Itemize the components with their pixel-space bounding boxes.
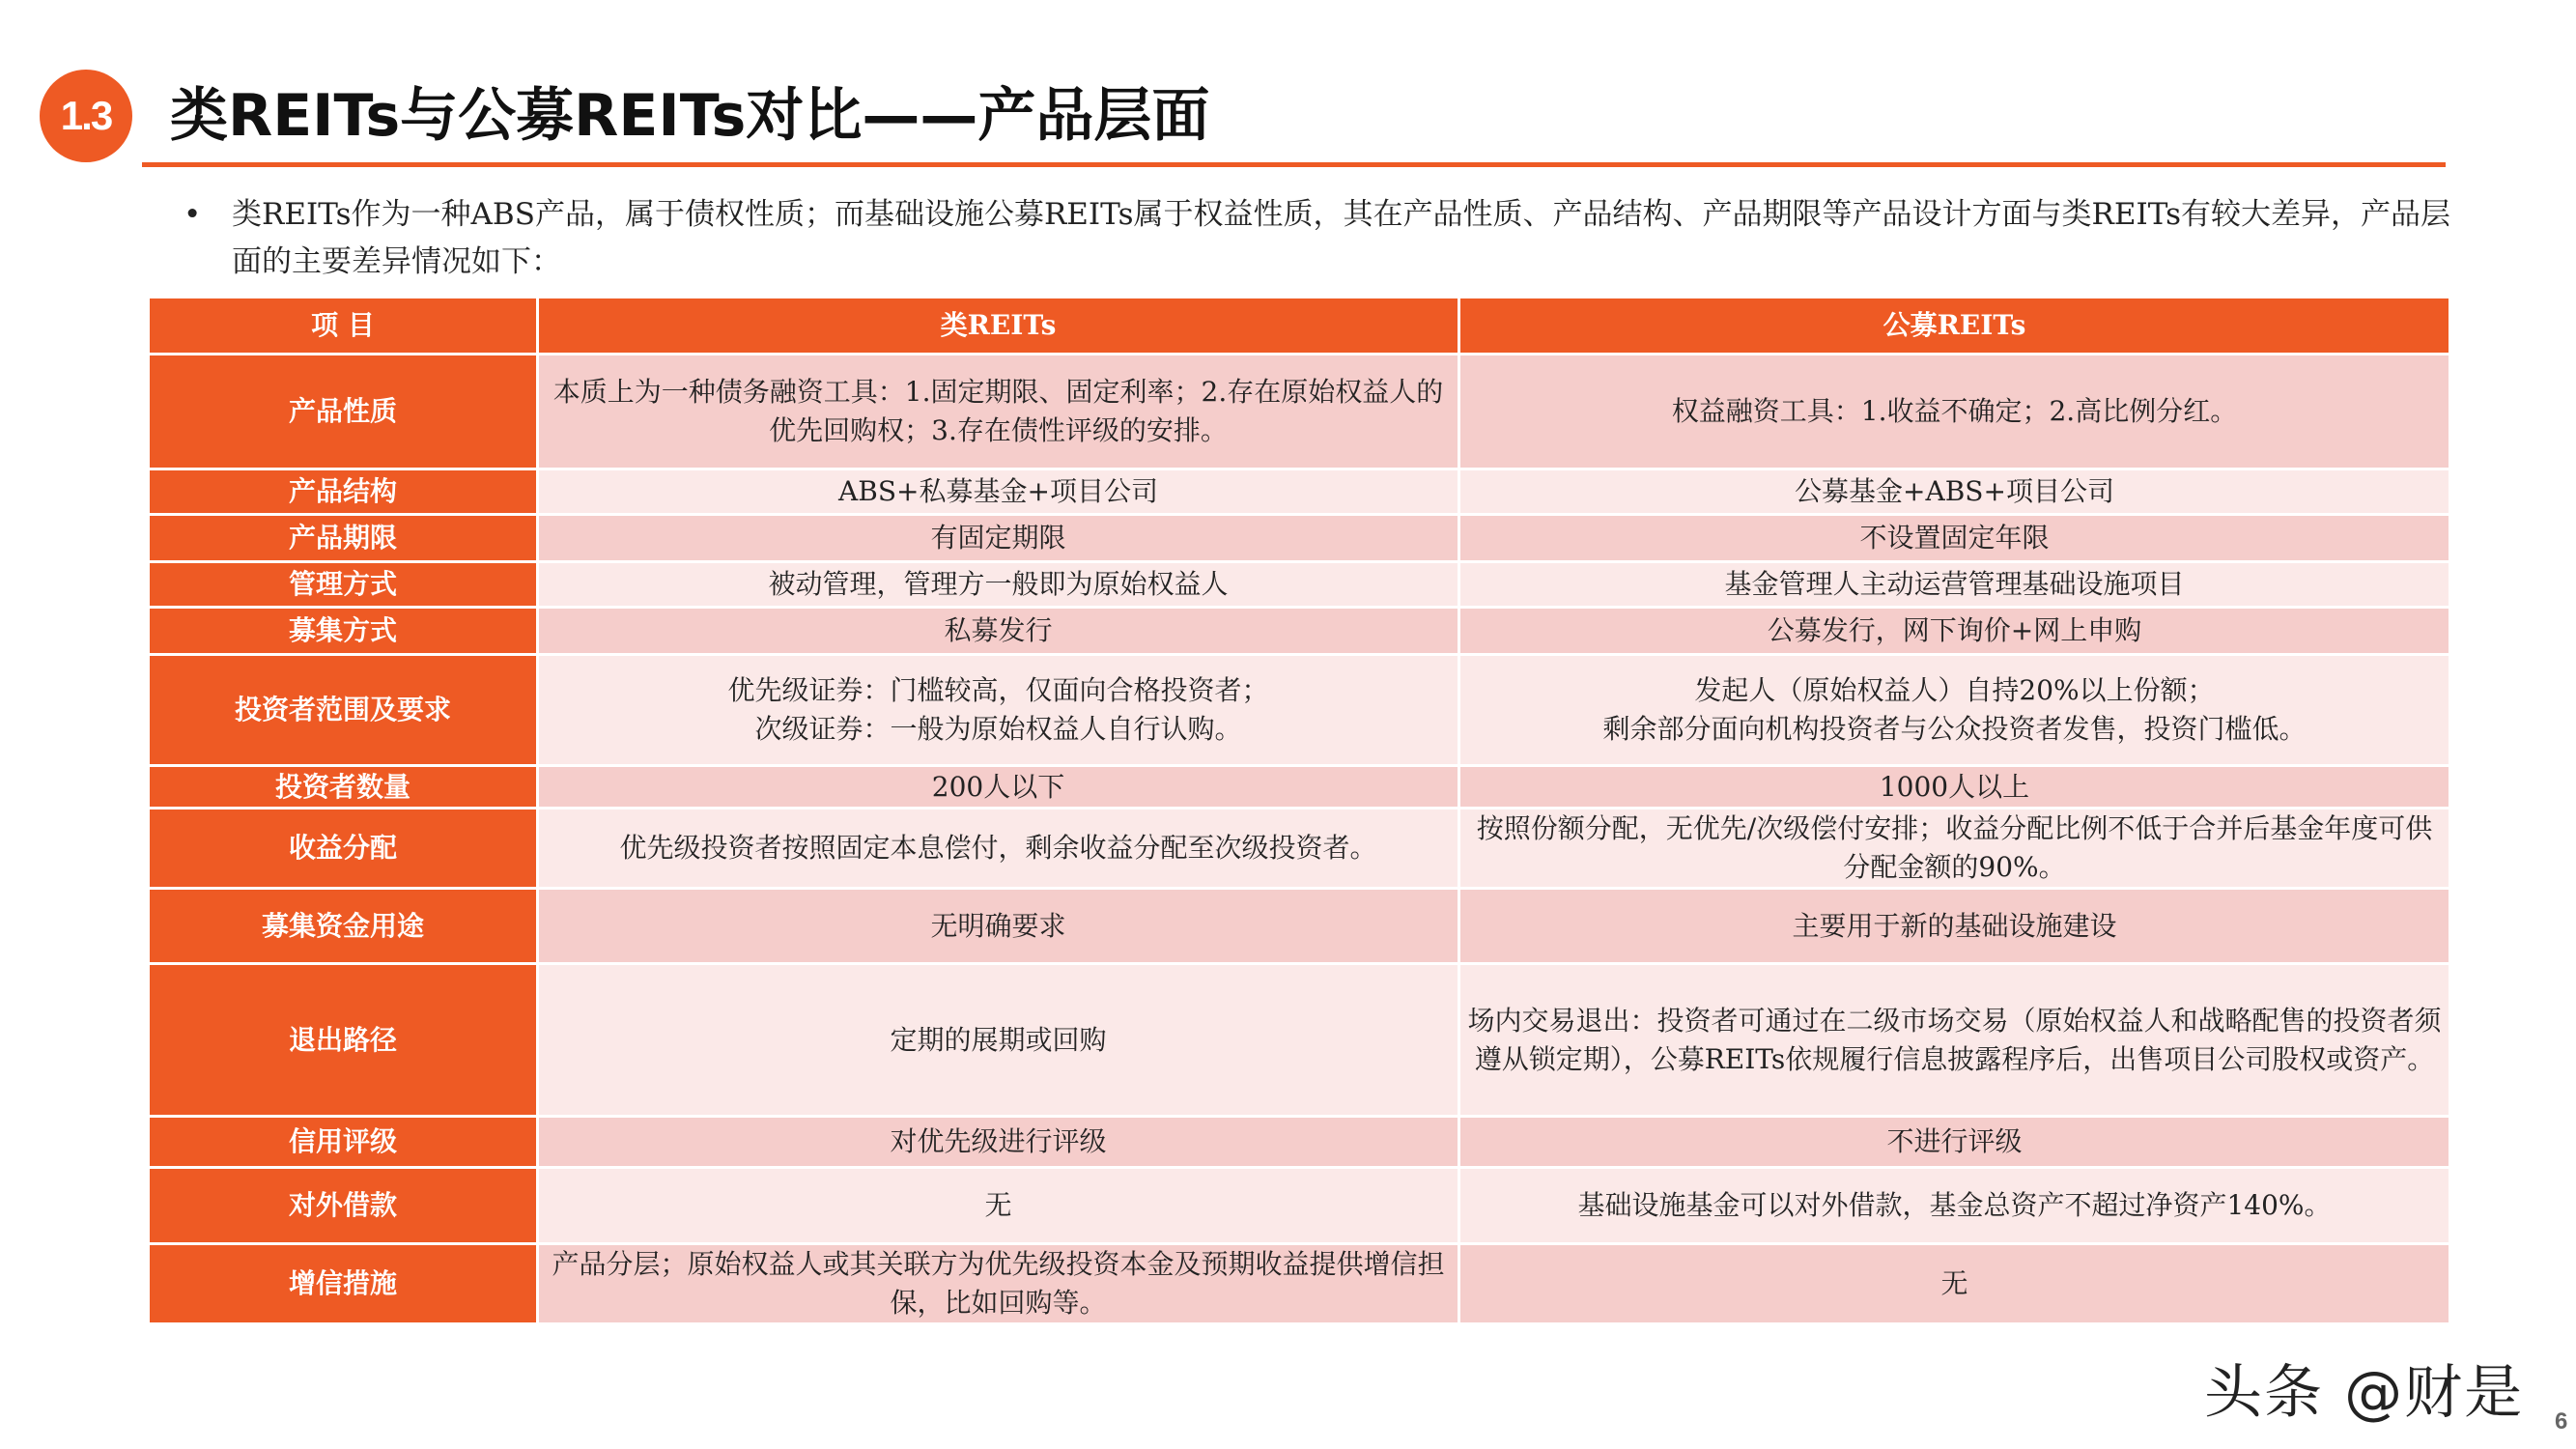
page-title: 类REITs与公募REITs对比——产品层面 <box>170 82 1210 150</box>
public-reits-cell: 基础设施基金可以对外借款，基金总资产不超过净资产140%。 <box>1460 1169 2449 1242</box>
table-row <box>150 563 2449 606</box>
class-reits-cell: 200人以下 <box>539 767 1458 807</box>
table-row <box>150 355 2449 468</box>
row-label: 信用评级 <box>150 1118 536 1166</box>
class-reits-cell: 无 <box>539 1169 1458 1242</box>
public-reits-cell: 不进行评级 <box>1460 1118 2449 1166</box>
comparison-table <box>147 296 2451 1325</box>
class-reits-cell: 无明确要求 <box>539 890 1458 962</box>
public-reits-cell: 权益融资工具：1.收益不确定；2.高比例分红。 <box>1460 355 2449 468</box>
public-reits-cell: 按照份额分配，无优先/次级偿付安排；收益分配比例不低于合并后基金年度可供分配金额的90%。 <box>1460 810 2449 887</box>
table-row <box>150 1169 2449 1242</box>
class-reits-cell: ABS+私募基金+项目公司 <box>539 470 1458 513</box>
class-reits-cell: 私募发行 <box>539 609 1458 653</box>
public-reits-cell: 不设置固定年限 <box>1460 516 2449 560</box>
table-row <box>150 1118 2449 1166</box>
class-reits-cell: 对优先级进行评级 <box>539 1118 1458 1166</box>
title-divider <box>142 162 2446 167</box>
class-reits-cell: 优先级证券：门槛较高，仅面向合格投资者； 次级证券：一般为原始权益人自行认购。 <box>539 656 1458 764</box>
public-reits-cell: 发起人（原始权益人）自持20%以上份额； 剩余部分面向机构投资者与公众投资者发售，投资门槛低。 <box>1460 656 2449 764</box>
header-public-reits: 公募REITs <box>1460 298 2449 353</box>
intro-text: 类REITs作为一种ABS产品，属于债权性质；而基础设施公募REITs属于权益性质，其在产品性质、产品结构、产品期限等产品设计方面与类REITs有较大差异，产品层面的主要差异情况如下： <box>232 197 2451 279</box>
table-header-row <box>150 298 2449 353</box>
header-item: 项 目 <box>150 298 536 353</box>
row-label: 收益分配 <box>150 810 536 887</box>
class-reits-cell: 有固定期限 <box>539 516 1458 560</box>
row-label: 退出路径 <box>150 965 536 1115</box>
class-reits-cell: 优先级投资者按照固定本息偿付，剩余收益分配至次级投资者。 <box>539 810 1458 887</box>
row-label: 对外借款 <box>150 1169 536 1242</box>
class-reits-cell: 产品分层；原始权益人或其关联方为优先级投资本金及预期收益提供增信担保，比如回购等。 <box>539 1245 1458 1322</box>
public-reits-cell: 公募基金+ABS+项目公司 <box>1460 470 2449 513</box>
row-label: 产品性质 <box>150 355 536 468</box>
table-row <box>150 470 2449 513</box>
table-row <box>150 810 2449 887</box>
row-label: 募集资金用途 <box>150 890 536 962</box>
page-number: 6 <box>2555 1408 2568 1435</box>
bullet-icon: • <box>184 197 202 232</box>
table-row <box>150 1245 2449 1322</box>
class-reits-cell: 被动管理，管理方一般即为原始权益人 <box>539 563 1458 606</box>
class-reits-cell: 本质上为一种债务融资工具：1.固定期限、固定利率；2.存在原始权益人的优先回购权；3.存在债性评级的安排。 <box>539 355 1458 468</box>
row-label: 投资者数量 <box>150 767 536 807</box>
table-row <box>150 656 2449 764</box>
row-label: 产品期限 <box>150 516 536 560</box>
table-row <box>150 890 2449 962</box>
public-reits-cell: 场内交易退出：投资者可通过在二级市场交易（原始权益人和战略配售的投资者须遵从锁定期），公募REITs依规履行信息披露程序后，出售项目公司股权或资产。 <box>1460 965 2449 1115</box>
table-row <box>150 516 2449 560</box>
public-reits-cell: 主要用于新的基础设施建设 <box>1460 890 2449 962</box>
row-label: 产品结构 <box>150 470 536 513</box>
row-label: 投资者范围及要求 <box>150 656 536 764</box>
table-row <box>150 767 2449 807</box>
row-label: 管理方式 <box>150 563 536 606</box>
public-reits-cell: 公募发行，网下询价+网上申购 <box>1460 609 2449 653</box>
table-row <box>150 609 2449 653</box>
table-row <box>150 965 2449 1115</box>
section-number-badge: 1.3 <box>40 70 132 162</box>
public-reits-cell: 1000人以上 <box>1460 767 2449 807</box>
row-label: 募集方式 <box>150 609 536 653</box>
public-reits-cell: 无 <box>1460 1245 2449 1322</box>
row-label: 增信措施 <box>150 1245 536 1322</box>
header-class-reits: 类REITs <box>539 298 1458 353</box>
watermark: 头条 @财是 <box>2204 1359 2525 1427</box>
class-reits-cell: 定期的展期或回购 <box>539 965 1458 1115</box>
intro-paragraph <box>184 191 2463 286</box>
public-reits-cell: 基金管理人主动运营管理基础设施项目 <box>1460 563 2449 606</box>
